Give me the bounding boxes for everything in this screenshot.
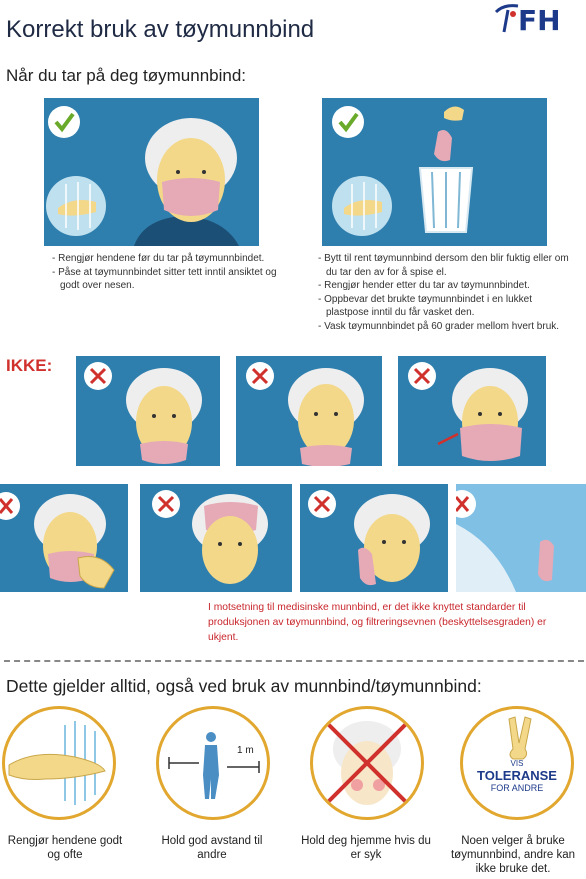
badge-line2: TOLERANSE (477, 768, 557, 783)
cross-icon (308, 490, 336, 518)
circle-wash-hands (2, 706, 116, 820)
bullet: - Påse at tøymunnbindet sitter tett inntil ansiktet og godt over nesen. (52, 266, 277, 291)
section-always-heading: Dette gjelder alltid, også ved bruk av munnbind/tøymunnbind: (6, 676, 482, 696)
cross-icon (408, 362, 436, 390)
ikke-label: IKKE: (6, 356, 53, 375)
caption-distance: Hold god avstand til andre (161, 835, 263, 861)
cross-icon (84, 362, 112, 390)
bullet: - Rengjør hender etter du tar av tøymunnbindet. (318, 280, 530, 291)
wrong-mask-in-pocket (456, 484, 586, 592)
cross-icon (0, 492, 20, 520)
wrong-touch-mask (0, 484, 128, 592)
bullet: - Rengjør hendene før du tar på tøymunnbindet. (52, 253, 265, 264)
circle-stay-home (310, 706, 424, 820)
logo-text: FH (518, 4, 561, 37)
circle-tolerance (460, 706, 574, 820)
bullet: - Oppbevar det brukte tøymunnbindet i en lukket plastpose inntil du får vasket den. (318, 293, 533, 318)
left-bullets (52, 252, 297, 293)
tolerance-badge (463, 759, 571, 793)
wrong-mask-on-chin (236, 356, 382, 466)
caption-tolerance: Noen velger å bruke tøymunnbind, andre kan ikke bruke det. (450, 835, 576, 875)
trash-bin-icon (420, 168, 472, 232)
wrong-mask-on-forehead (140, 484, 292, 592)
hand-wash-icon (5, 709, 113, 817)
check-icon (332, 106, 364, 138)
panel-put-on (44, 98, 259, 246)
caption-wash: Rengjør hendene godt og ofte (7, 835, 123, 861)
section-on-heading: Når du tar på deg tøymunnbind: (6, 66, 247, 85)
wrong-mask-under-nose (76, 356, 220, 466)
caption-stay-home: Hold deg hjemme hvis du er syk (301, 835, 431, 861)
hand-wash-icon (46, 176, 106, 236)
notice-text: I motsetning til medisinske munnbind, er det ikke knyttet standarder til produksjonen av tøymunnbind, og filtreringsevnen (beskyttelsesgraden) er ukjent. (208, 602, 547, 643)
panel-dispose (322, 98, 547, 246)
wrong-mask-hanging (300, 484, 448, 592)
check-icon (48, 106, 80, 138)
face-mask-correct (134, 118, 239, 246)
circle-distance (156, 706, 270, 820)
hand-wash-icon (332, 176, 392, 236)
bullet: - Vask tøymunnbindet på 60 grader mellom hvert bruk. (318, 320, 560, 332)
hand-dropping-mask (434, 106, 464, 161)
badge-line3: FOR ANDRE (490, 783, 544, 793)
right-bullets (318, 252, 573, 333)
fh-logo-icon (494, 2, 520, 36)
fh-logo (494, 2, 584, 42)
cross-icon (246, 362, 274, 390)
page-title: Korrekt bruk av tøymunnbind (6, 16, 315, 43)
bullet: - Bytt til rent tøymunnbind dersom den blir fuktig eller om du tar den av for å spise el. (318, 253, 569, 278)
badge-line1: VIS (510, 759, 524, 768)
distance-label: 1 m (237, 745, 254, 756)
wrong-mask-loose (398, 356, 546, 466)
divider (4, 660, 584, 662)
cross-icon (152, 490, 180, 518)
